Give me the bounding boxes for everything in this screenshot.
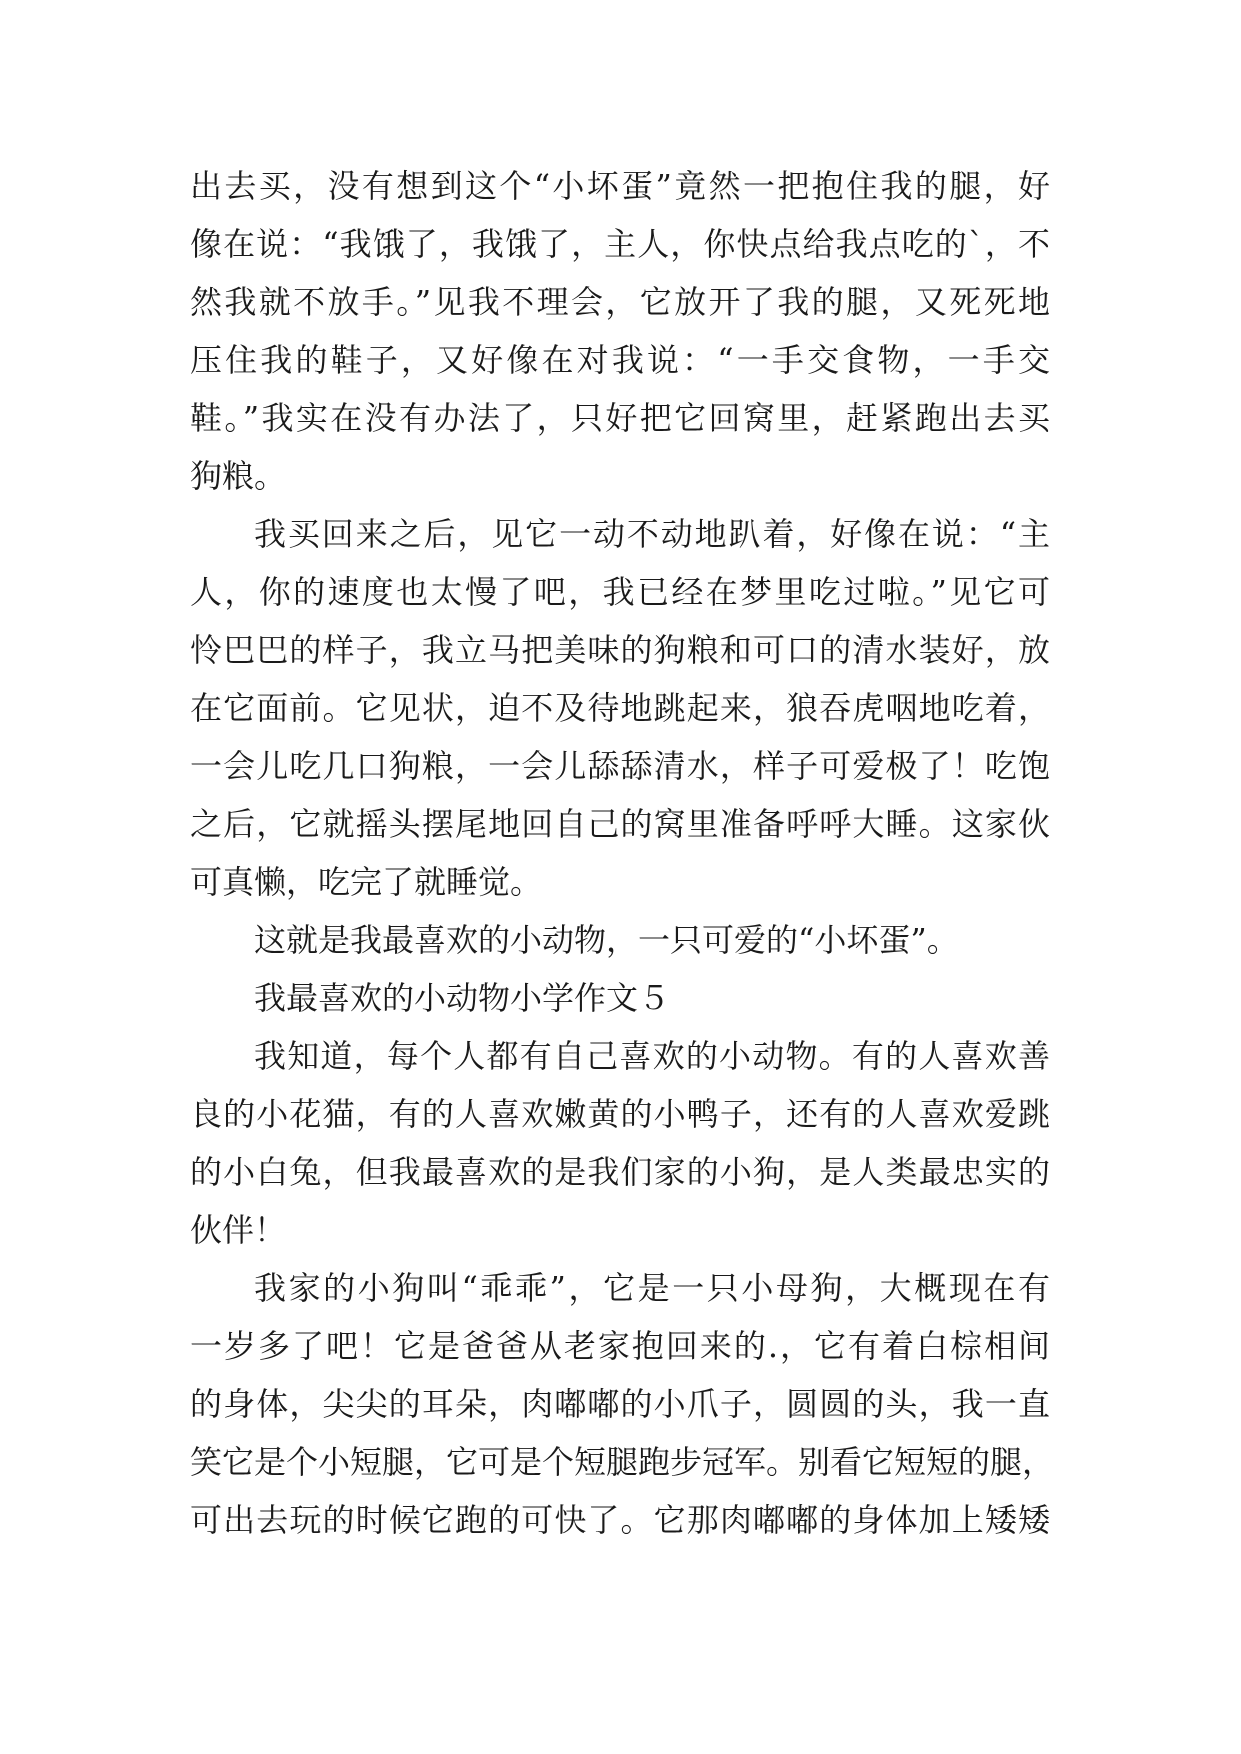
- paragraph-line: 压住我的鞋子，又好像在对我说：“一手交食物，一手交: [190, 341, 1050, 379]
- paragraph-line: 这就是我最喜欢的小动物，一只可爱的“小坏蛋”。: [254, 921, 959, 959]
- paragraph-line: 一会儿吃几口狗粮，一会儿舔舔清水，样子可爱极了！吃饱: [190, 747, 1050, 785]
- paragraph-line: 的身体，尖尖的耳朵，肉嘟嘟的小爪子，圆圆的头，我一直: [190, 1385, 1050, 1423]
- paragraph-line: 像在说：“我饿了，我饿了，主人，你快点给我点吃的`，不: [190, 225, 1050, 263]
- paragraph-line: 笑它是个小短腿，它可是个短腿跑步冠军。别看它短短的腿，: [190, 1443, 1055, 1481]
- paragraph-line: 我知道，每个人都有自己喜欢的小动物。有的人喜欢善: [254, 1037, 1050, 1075]
- paragraph-line: 然我就不放手。”见我不理会，它放开了我的腿，又死死地: [190, 283, 1050, 321]
- paragraph-line: 伙伴！: [190, 1211, 287, 1249]
- paragraph-line: 之后，它就摇头摆尾地回自己的窝里准备呼呼大睡。这家伙: [190, 805, 1050, 843]
- paragraph-line: 我买回来之后，见它一动不动地趴着，好像在说：“主: [254, 515, 1050, 553]
- paragraph-line: 可出去玩的时候它跑的可快了。它那肉嘟嘟的身体加上矮矮: [190, 1501, 1050, 1539]
- paragraph-line: 出去买，没有想到这个“小坏蛋”竟然一把抱住我的腿，好: [190, 167, 1050, 205]
- paragraph-line: 我家的小狗叫“乖乖”，它是一只小母狗，大概现在有: [254, 1269, 1050, 1307]
- section-heading: 我最喜欢的小动物小学作文５: [254, 979, 671, 1017]
- paragraph-line: 一岁多了吧！它是爸爸从老家抱回来的.，它有着白棕相间: [190, 1327, 1050, 1365]
- paragraph-line: 可真懒，吃完了就睡觉。: [190, 863, 543, 901]
- paragraph-line: 人，你的速度也太慢了吧，我已经在梦里吃过啦。”见它可: [190, 573, 1050, 611]
- paragraph-line: 良的小花猫，有的人喜欢嫩黄的小鸭子，还有的人喜欢爱跳: [190, 1095, 1050, 1133]
- paragraph-line: 怜巴巴的样子，我立马把美味的狗粮和可口的清水装好，放: [190, 631, 1050, 669]
- paragraph-line: 在它面前。它见状，迫不及待地跳起来，狼吞虎咽地吃着，: [190, 689, 1050, 727]
- paragraph-line: 狗粮。: [190, 457, 287, 495]
- paragraph-line: 的小白兔，但我最喜欢的是我们家的小狗，是人类最忠实的: [190, 1153, 1050, 1191]
- paragraph-line: 鞋。”我实在没有办法了，只好把它回窝里，赶紧跑出去买: [190, 399, 1050, 437]
